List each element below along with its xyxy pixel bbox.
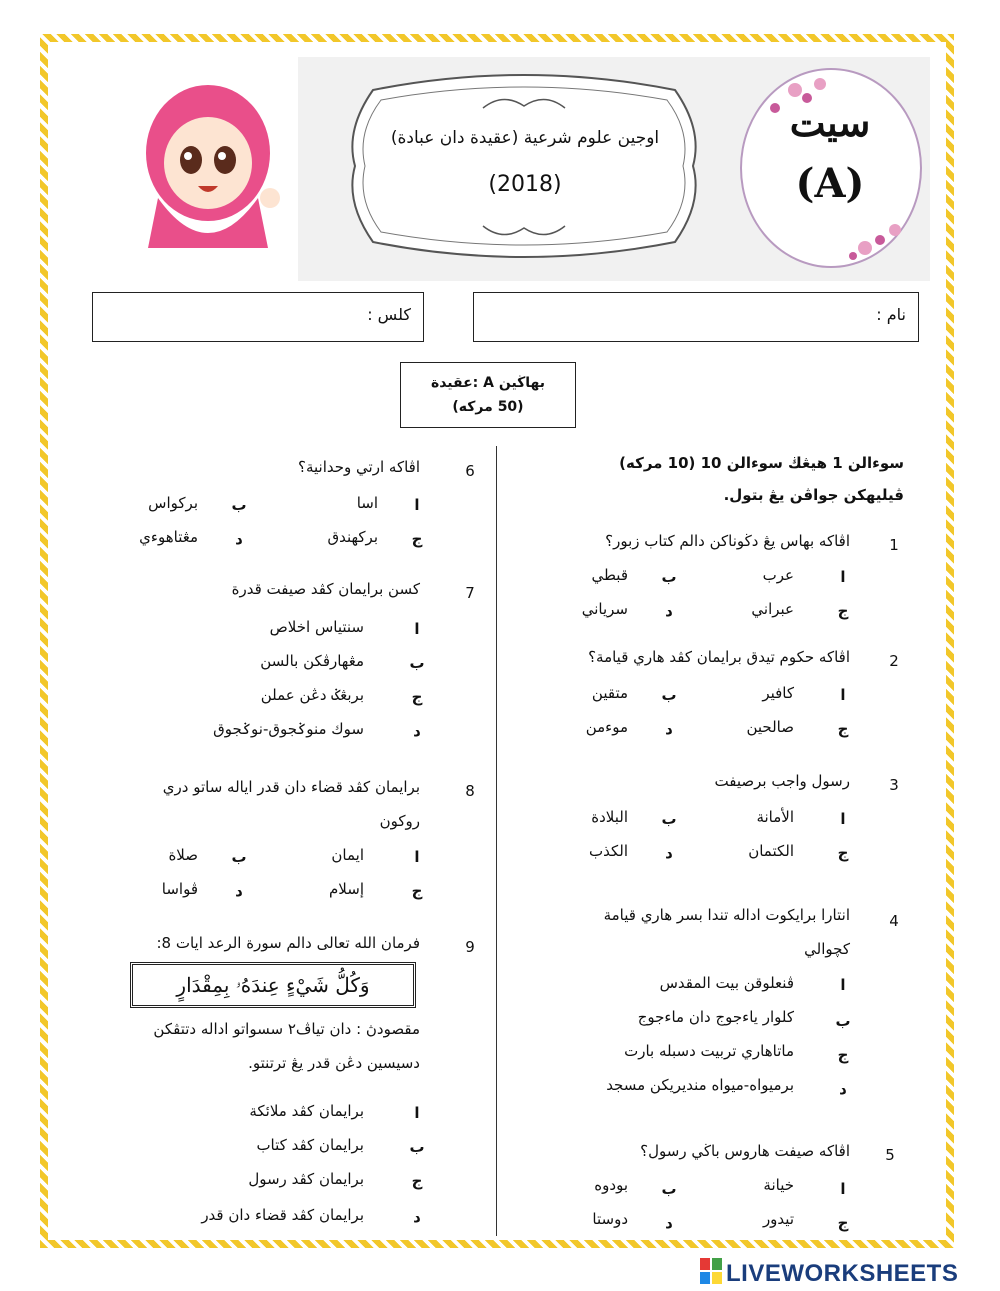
class-label: كلس : [367, 305, 411, 324]
q8-text-line2: روكون [379, 812, 420, 830]
q5-number: 5 [885, 1146, 895, 1164]
q9-option-b[interactable]: برايمان كڤد كتاب [256, 1136, 364, 1154]
q9-number: 9 [465, 938, 475, 956]
q8-option-a-label: ا [414, 848, 420, 866]
q5-option-b-label: ب [661, 1180, 677, 1198]
q9-meaning-1: مقصودڽ : دان تياڤ٢ سسواتو اداله دتتڤكن [153, 1020, 420, 1038]
section-heading [400, 362, 576, 428]
q8-option-c-label: ج [411, 882, 423, 900]
q6-option-a[interactable]: اسا [356, 494, 378, 512]
q7-option-c-label: ج [411, 688, 423, 706]
q4-option-a-label: ا [840, 976, 846, 994]
liveworksheets-logo-icon [700, 1258, 722, 1284]
class-field[interactable] [92, 292, 424, 342]
q2-option-b-label: ب [661, 686, 677, 704]
q8-text: برايمان كڤد قضاء دان قدر اياله ساتو دري [162, 778, 420, 796]
q3-option-a[interactable]: الأمانة [756, 808, 794, 826]
q7-option-d-label: د [413, 722, 421, 740]
q7-option-c[interactable]: بربڠݢ دڠن عملن [260, 686, 364, 704]
q9-option-c-label: ج [411, 1172, 423, 1190]
q8-option-a[interactable]: ايمان [331, 846, 364, 864]
q6-text: اڤاكه ارتي وحدانية؟ [298, 458, 420, 476]
q4-text-line2: كچوالي [804, 940, 850, 958]
q4-text: انتارا برايكوت اداله تندا بسر هاري قيامة [603, 906, 850, 924]
exam-title: اوجين علوم شرعية (عقيدة دان عبادة) [390, 128, 660, 148]
q9-text: فرمان الله تعالى دالم سورة الرعد ايات 8: [156, 934, 420, 952]
q3-option-a-label: ا [840, 810, 846, 828]
q9-option-d[interactable]: برايمان كڤد قضاء دان قدر [201, 1206, 364, 1224]
q7-option-a-label: ا [414, 620, 420, 638]
q7-option-b[interactable]: مڠهارڤكن بالسن [260, 652, 364, 670]
q1-option-d[interactable]: سرياني [581, 600, 628, 618]
q5-option-b[interactable]: بودوه [594, 1176, 628, 1194]
q2-option-a[interactable]: كافير [762, 684, 794, 702]
q7-option-b-label: ب [409, 654, 425, 672]
q1-option-a[interactable]: عرب [762, 566, 794, 584]
q1-option-c[interactable]: عبراني [751, 600, 794, 618]
section-marks: (50 مركه) [452, 399, 524, 415]
q9-option-a-label: ا [414, 1104, 420, 1122]
q4-number: 4 [889, 912, 899, 930]
q4-option-b[interactable]: كلوار ياءجوج دان ماءجوج [637, 1008, 794, 1026]
name-field[interactable] [473, 292, 919, 342]
q8-option-d[interactable]: ڤواسا [161, 880, 198, 898]
q4-option-c[interactable]: ماتاهاري تربيت دسبله بارت [624, 1042, 794, 1060]
q6-option-a-label: ا [414, 496, 420, 514]
q4-option-b-label: ب [835, 1012, 851, 1030]
q1-option-a-label: ا [840, 568, 846, 586]
quran-verse: وَكُلُّ شَيْءٍ عِندَهُۥ بِمِقْدَارٍ [130, 962, 416, 1008]
q8-number: 8 [465, 782, 475, 800]
q5-option-d[interactable]: دوستا [592, 1210, 628, 1228]
q5-option-c[interactable]: تيدور [762, 1210, 794, 1228]
q4-option-d-label: د [839, 1080, 847, 1098]
q2-option-b[interactable]: متقين [591, 684, 628, 702]
q6-option-d[interactable]: مڠتاهوءي [139, 528, 198, 546]
girl-illustration [128, 78, 288, 258]
q7-option-d[interactable]: سوك منوݢجوق-نوݢجوق [213, 720, 364, 738]
q6-option-b[interactable]: بركواس [148, 494, 198, 512]
q6-number: 6 [465, 462, 475, 480]
q8-option-b[interactable]: صلاة [168, 846, 198, 864]
q1-option-b[interactable]: قبطي [591, 566, 628, 584]
q2-option-c-label: ج [837, 720, 849, 738]
q8-option-d-label: د [235, 882, 243, 900]
q3-option-d[interactable]: الكذب [588, 842, 628, 860]
q4-option-d[interactable]: برميواه-ميواه منديريكن مسجد [606, 1076, 794, 1094]
q4-option-a[interactable]: ڤنعلوقن بيت المقدس [659, 974, 794, 992]
q9-meaning-2: دسيسين دڠن قدر يڠ ترتنتو. [248, 1054, 420, 1072]
q1-option-b-label: ب [661, 568, 677, 586]
q3-option-c[interactable]: الكتمان [748, 842, 794, 860]
q2-option-c[interactable]: صالحين [746, 718, 794, 736]
q5-option-d-label: د [665, 1214, 673, 1232]
q6-option-b-label: ب [231, 496, 247, 514]
q1-option-d-label: د [665, 602, 673, 620]
title-frame [333, 70, 715, 262]
q3-option-d-label: د [665, 844, 673, 862]
q5-option-a-label: ا [840, 1180, 846, 1198]
q9-option-c[interactable]: برايمان كڤد رسول [248, 1170, 364, 1188]
q6-option-c[interactable]: بركهندق [327, 528, 378, 546]
q9-option-b-label: ب [409, 1138, 425, 1156]
instruction-line-1: سوءالن 1 هيڠڬ سوءالن 10 (10 مركه) [619, 454, 904, 472]
q1-number: 1 [889, 536, 899, 554]
q8-option-b-label: ب [231, 848, 247, 866]
q8-option-c[interactable]: إسلام [329, 880, 364, 898]
q4-option-c-label: ج [837, 1046, 849, 1064]
q5-option-c-label: ج [837, 1214, 849, 1232]
q6-option-d-label: د [235, 530, 243, 548]
set-letter: (A) [795, 160, 865, 207]
q7-option-a[interactable]: سنتياس اخلاص [269, 618, 364, 636]
instruction-line-2: ڤيليهكن جواڤن يڠ بتول. [723, 486, 904, 504]
name-label: نام : [876, 305, 906, 324]
q6-option-c-label: ج [411, 530, 423, 548]
section-title: بهاڬين A :عقيدة [430, 375, 546, 391]
q2-option-d-label: د [665, 720, 673, 738]
liveworksheets-brand[interactable]: LIVEWORKSHEETS [726, 1260, 959, 1287]
q2-option-d[interactable]: موءمن [585, 718, 628, 736]
q7-number: 7 [465, 584, 475, 602]
q3-option-b-label: ب [661, 810, 677, 828]
q5-text: اڤاكه صيفت هاروس باڬي رسول؟ [640, 1142, 850, 1160]
q5-option-a[interactable]: خيانة [763, 1176, 794, 1194]
q3-number: 3 [889, 776, 899, 794]
q3-option-b[interactable]: البلادة [591, 808, 628, 826]
q9-option-d-label: د [413, 1208, 421, 1226]
q3-text: رسول واجب برصيفت [714, 772, 850, 790]
set-word: سيت [789, 100, 871, 145]
q3-option-c-label: ج [837, 844, 849, 862]
q2-option-a-label: ا [840, 686, 846, 704]
q7-text: كسن برايمان كڤد صيفت قدرة [231, 580, 420, 598]
q9-option-a[interactable]: برايمان كڤد ملائكة [249, 1102, 364, 1120]
q2-number: 2 [889, 652, 899, 670]
column-divider [496, 446, 497, 1236]
q2-text: اڤاكه حكوم تيدق برايمان كڤد هاري قيامة؟ [588, 648, 850, 666]
exam-year: (2018) [488, 172, 562, 197]
q1-option-c-label: ج [837, 602, 849, 620]
q1-text: اڤاكه بهاس يڠ دڬوناكن دالم كتاب زبور؟ [605, 532, 850, 550]
